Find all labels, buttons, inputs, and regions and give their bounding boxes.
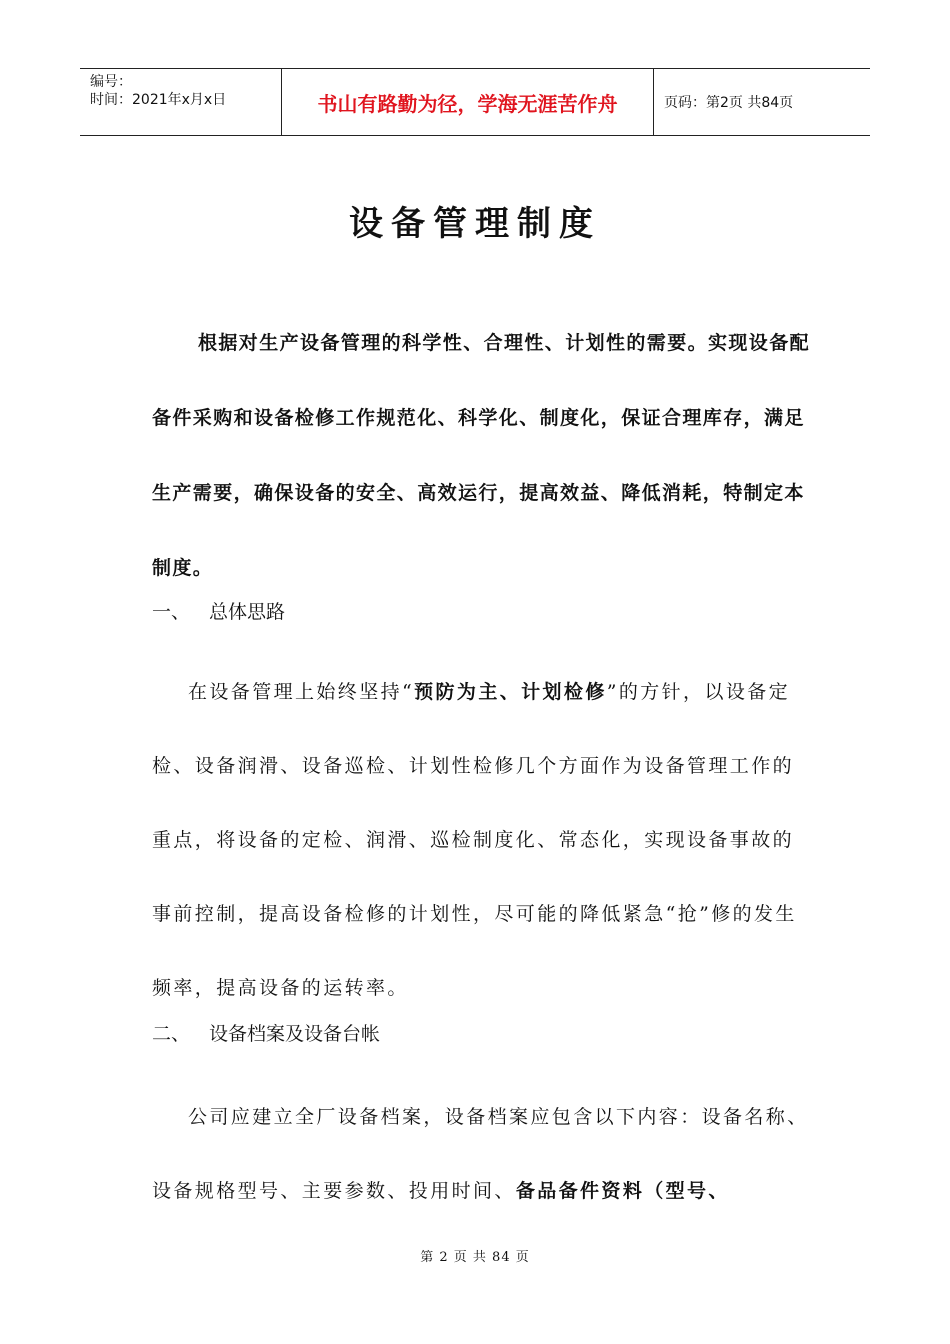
section-title-2: 设备档案及设备台帐	[209, 1023, 381, 1045]
doc-number-label: 编号：	[90, 74, 132, 90]
header-table	[80, 68, 870, 136]
document-title: 设备管理制度	[349, 204, 601, 244]
header-page-info: 页码：第2页 共84页	[664, 95, 794, 111]
section-number-1: 一、	[152, 601, 191, 623]
section-heading-2	[152, 1020, 812, 1048]
page-footer: 第 2 页 共 84 页	[420, 1250, 530, 1265]
section-2-paragraph	[152, 1080, 812, 1228]
section-heading-1	[152, 598, 812, 626]
s2-bold-spares: 备品备件资料（型号、	[515, 1180, 730, 1202]
s1-text-before: 在设备管理上始终坚持“	[188, 681, 415, 703]
s1-text-after: ”的方针，以设备定检、设备润滑、设备巡检、计划性检修几个方面作为设备管理工作的重点，将设备的定检、润滑、巡检制度化、常态化，实现设备事故的事前控制，提高设备检修的计划性，尽可能的降低紧急“抢”修的发生频率，提高设备的运转率。	[152, 681, 797, 999]
section-number-2: 二、	[152, 1023, 191, 1045]
intro-paragraph: 根据对生产设备管理的科学性、合理性、计划性的需要。实现设备配备件采购和设备检修工作规范化、科学化、制度化，保证合理库存，满足生产需要，确保设备的安全、高效运行，提高效益、降低消耗，特制定本制度。	[152, 332, 811, 579]
header-left-cell	[80, 69, 282, 135]
s1-bold-policy: 预防为主、计划检修	[414, 681, 607, 703]
s2-text-before: 公司应建立全厂设备档案，设备档案应包含以下内容：设备名称、设备规格型号、主要参数、投用时间、	[152, 1106, 809, 1202]
header-motto: 书山有路勤为径，学海无涯苦作舟	[282, 69, 654, 135]
section-title-1: 总体思路	[209, 601, 286, 623]
section-1-paragraph	[152, 655, 812, 1025]
doc-time-label: 时间：2021年x月x日	[90, 92, 227, 108]
